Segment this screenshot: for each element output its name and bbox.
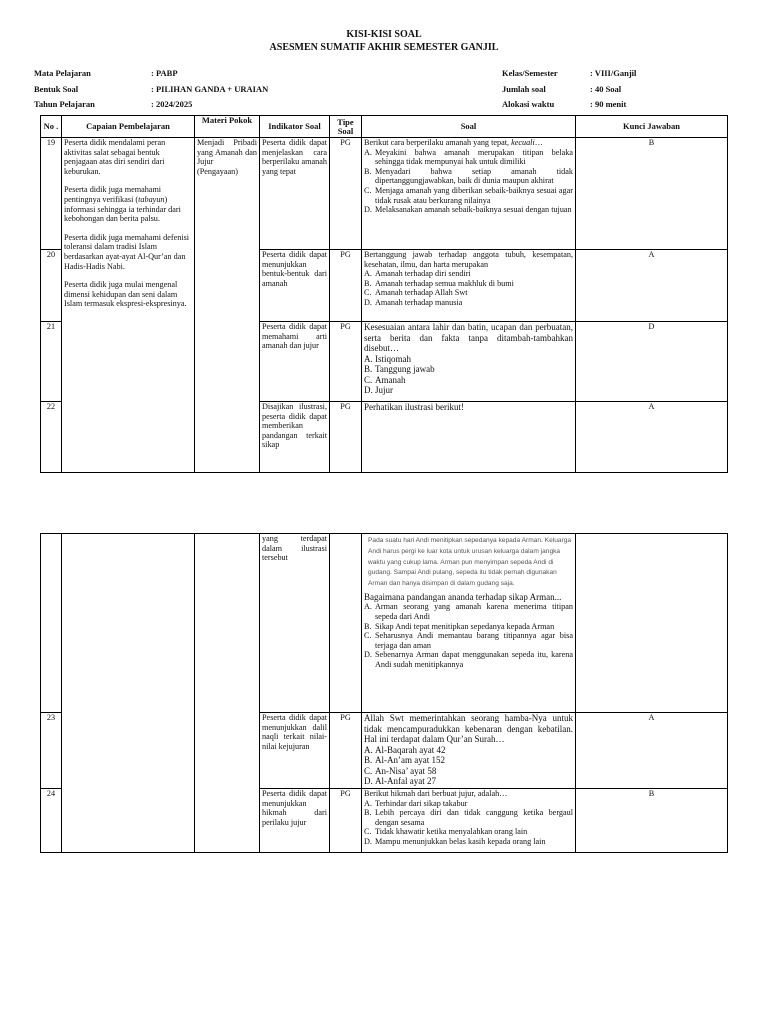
capaian-cell (62, 138, 195, 473)
soal-cell (362, 402, 576, 473)
capaian-cell (62, 534, 195, 853)
table-header-row (41, 116, 728, 138)
soal-cell (362, 534, 576, 713)
option-item: B. Al-An’am ayat 152 (364, 755, 445, 765)
document-title: KISI-KISI SOAL (346, 29, 422, 40)
row-no: 19 (41, 138, 62, 250)
option-item: D. Melaksanakan amanah sebaik-baiknya sesuai dengan tujuan (364, 205, 572, 215)
option-list (364, 745, 573, 787)
tipe-cell (330, 534, 362, 713)
meta-tahun-value: : 2024/2025 (151, 99, 193, 109)
kisi-table-2 (40, 533, 728, 853)
indikator-cell: Peserta didik dapat memahami arti amanah dan jujur (260, 322, 330, 402)
row-no: 22 (41, 402, 62, 473)
soal-cell (362, 789, 576, 853)
question-stem: Allah Swt memerintahkan seorang hamba-Nya untuk tidak mencampuradukkan kebenaran dengan kebatilan. Hal ini terdapat dalam Qur’an Surah… (364, 713, 573, 744)
row-no: 20 (41, 250, 62, 322)
kunci-cell: A (576, 250, 728, 322)
option-item: D. Jujur (364, 385, 393, 395)
col-header-no: No . (41, 116, 62, 138)
option-item: B. Lebih percaya diri dan tidak canggung ketika bergaul dengan sesama (364, 808, 573, 827)
indikator-cell: Peserta didik dapat menunjukkan dalil naqli terkait nilai-nilai kejujuran (260, 713, 330, 789)
row-no: 23 (41, 713, 62, 789)
illustration-text: Pada suatu hari Andi menitipkan sepedanya kepada Arman. Keluarga Andi harus pergi ke luar kota untuk urusan keluarga dalam jangka waktu yang cukup lama. Arman pun menyimpan sepeda Andi di gudang. Sampai Andi pulang, sepeda itu tidak pernah digunakan Arman dan hanya disimpan di dalam gudang saja. (368, 537, 572, 588)
tipe-cell: PG (330, 138, 362, 250)
option-item: C. An-Nisa’ ayat 58 (364, 765, 437, 776)
col-header-cp: Capaian Pembelajaran (62, 116, 195, 138)
indikator-cell: yang terdapat dalam ilustrasi tersebut (260, 534, 330, 713)
option-item: B. Amanah terhadap semua makhluk di bumi (364, 278, 514, 288)
option-item: B. Tanggung jawab (364, 364, 435, 374)
col-header-tipe: Tipe Soal (330, 116, 362, 138)
meta-tahun-label: Tahun Pelajaran (34, 99, 95, 109)
question-stem: Bagaimana pandangan ananda terhadap sikap Arman... (364, 591, 562, 602)
soal-cell (362, 138, 576, 250)
option-item: C. Amanah terhadap Allah Swt (364, 288, 468, 298)
materi-text: Menjadi Pribadi yang Amanah dan Jujur (197, 138, 257, 167)
meta-jumlah-value: : 40 Soal (590, 84, 622, 94)
option-list (364, 148, 573, 215)
soal-cell (362, 322, 576, 402)
document-subtitle: ASESMEN SUMATIF AKHIR SEMESTER GANJIL (269, 42, 499, 53)
option-list (364, 602, 573, 669)
kunci-cell: B (576, 789, 728, 853)
indikator-cell: Peserta didik dapat menunjukkan hikmah dari perilaku jujur (260, 789, 330, 853)
row-no (41, 534, 62, 713)
option-item: B. Menyadari bahwa setiap amanah tidak dipertanggungjawabkan, baik di dunia maupun akhirat (364, 166, 573, 186)
option-item: D. Mampu menunjukkan belas kasih kepada orang lain (364, 836, 546, 846)
option-item: A. Arman seorang yang amanah karena menerima titipan sepeda dari Andi (364, 602, 573, 622)
tipe-cell: PG (330, 713, 362, 789)
option-item: D. Amanah terhadap manusia (364, 297, 463, 307)
tipe-cell: PG (330, 402, 362, 473)
row-no: 21 (41, 322, 62, 402)
question-stem: Bertanggung jawab terhadap anggota tubuh, kesempatan, kesehatan, ilmu, dan harta merupakan (364, 250, 573, 269)
soal-cell (362, 713, 576, 789)
question-stem: Berikut cara berperilaku amanah yang tepat, kecuali… (364, 138, 543, 147)
meta-mapel-label: Mata Pelajaran (34, 68, 91, 78)
meta-kelas-label: Kelas/Semester (502, 68, 558, 78)
option-item: A. Istiqomah (364, 353, 411, 364)
kunci-cell: A (576, 713, 728, 789)
cp-paragraph: Peserta didik juga memahami defenisi toleransi dalam tradisi Islam berdasarkan ayat-ayat Al-Qur’an dan Hadis-Hadis Nabi. (64, 232, 190, 271)
kisi-table-1 (40, 115, 728, 473)
meta-alokasi-label: Alokasi waktu (502, 99, 555, 109)
materi-sub: (Pengayaan) (197, 166, 238, 176)
meta-bentuk-label: Bentuk Soal (34, 84, 79, 94)
kunci-cell: D (576, 322, 728, 402)
materi-cell (195, 138, 260, 473)
option-item: A. Al-Baqarah ayat 42 (364, 744, 446, 755)
meta-bentuk-value: : PILIHAN GANDA + URAIAN (151, 84, 269, 94)
indikator-cell: Peserta didik dapat menjelaskan cara berperilaku amanah yang tepat (260, 138, 330, 250)
cp-paragraph: Peserta didik mendalami peran aktivitas salat sebagai bentuk penjagaan atas diri sendiri dari keburukan. (64, 138, 166, 176)
kunci-cell: B (576, 138, 728, 250)
option-list (364, 354, 573, 396)
option-item: D. Al-Anfal ayat 27 (364, 776, 436, 786)
question-stem: Perhatikan ilustrasi berikut! (364, 402, 464, 412)
question-stem: Berikut hikmah dari berbuat jujur, adalah… (364, 789, 508, 798)
meta-jumlah-label: Jumlah soal (502, 84, 546, 94)
option-item: B. Sikap Andi tepat menitipkan sepedanya kepada Arman (364, 621, 555, 631)
cp-paragraph: Peserta didik juga memahami pentingnya verifikasi (tabayun) informasi sehingga ia terhindar dari kebohongan dan berita palsu. (64, 185, 181, 224)
table-row (41, 138, 728, 250)
option-item: D. Sebenarnya Arman dapat menggunakan sepeda itu, karena Andi sudah menitipkannya (364, 650, 573, 670)
indikator-cell: Peserta didik dapat menunjukkan bentuk-bentuk dari amanah (260, 250, 330, 322)
option-item: C. Amanah (364, 374, 406, 385)
tipe-cell: PG (330, 322, 362, 402)
kunci-cell: A (576, 402, 728, 473)
question-stem: Kesesuaian antara lahir dan batin, ucapan dan perbuatan, serta berita dan fakta tanpa ditambah-tambahkan disebut… (364, 322, 573, 353)
tipe-cell: PG (330, 250, 362, 322)
materi-cell (195, 534, 260, 853)
row-no: 24 (41, 789, 62, 853)
kunci-cell (576, 534, 728, 713)
soal-cell (362, 250, 576, 322)
option-item: A. Terhindar dari sikap takabur (364, 798, 468, 808)
col-header-indikator: Indikator Soal (260, 116, 330, 138)
option-list (364, 799, 573, 847)
option-list (364, 269, 573, 307)
tipe-cell: PG (330, 789, 362, 853)
option-item: A. Meyakini bahwa amanah merupakan titipan belaka sehingga tidak mempunyai hak untuk dimiliki (364, 147, 573, 167)
option-item: C. Menjaga amanah yang diberikan sebaik-baiknya sesuai agar tidak rusak atau berkurang nilainya (364, 185, 573, 205)
meta-kelas-value: : VIII/Ganjil (590, 68, 637, 78)
indikator-cell: Disajikan ilustrasi, peserta didik dapat memberikan pandangan terkait sikap (260, 402, 330, 473)
option-item: C. Tidak khawatir ketika menyalahkan orang lain (364, 827, 528, 837)
col-header-soal: Soal (362, 116, 576, 138)
meta-alokasi-value: : 90 menit (590, 99, 627, 109)
cp-paragraph: Peserta didik juga mulai mengenal dimensi kehidupan dan seni dalam Islam termasuk ekspresi-ekspresinya. (64, 280, 187, 309)
col-header-materi: Materi Pokok (195, 116, 260, 138)
table-row (41, 534, 728, 713)
option-item: C. Seharusnya Andi memantau barang titipannya agar bisa terjaga dan aman (364, 631, 573, 650)
meta-mapel-value: : PABP (151, 68, 178, 78)
col-header-kunci: Kunci Jawaban (576, 116, 728, 138)
option-item: A. Amanah terhadap diri sendiri (364, 269, 471, 279)
